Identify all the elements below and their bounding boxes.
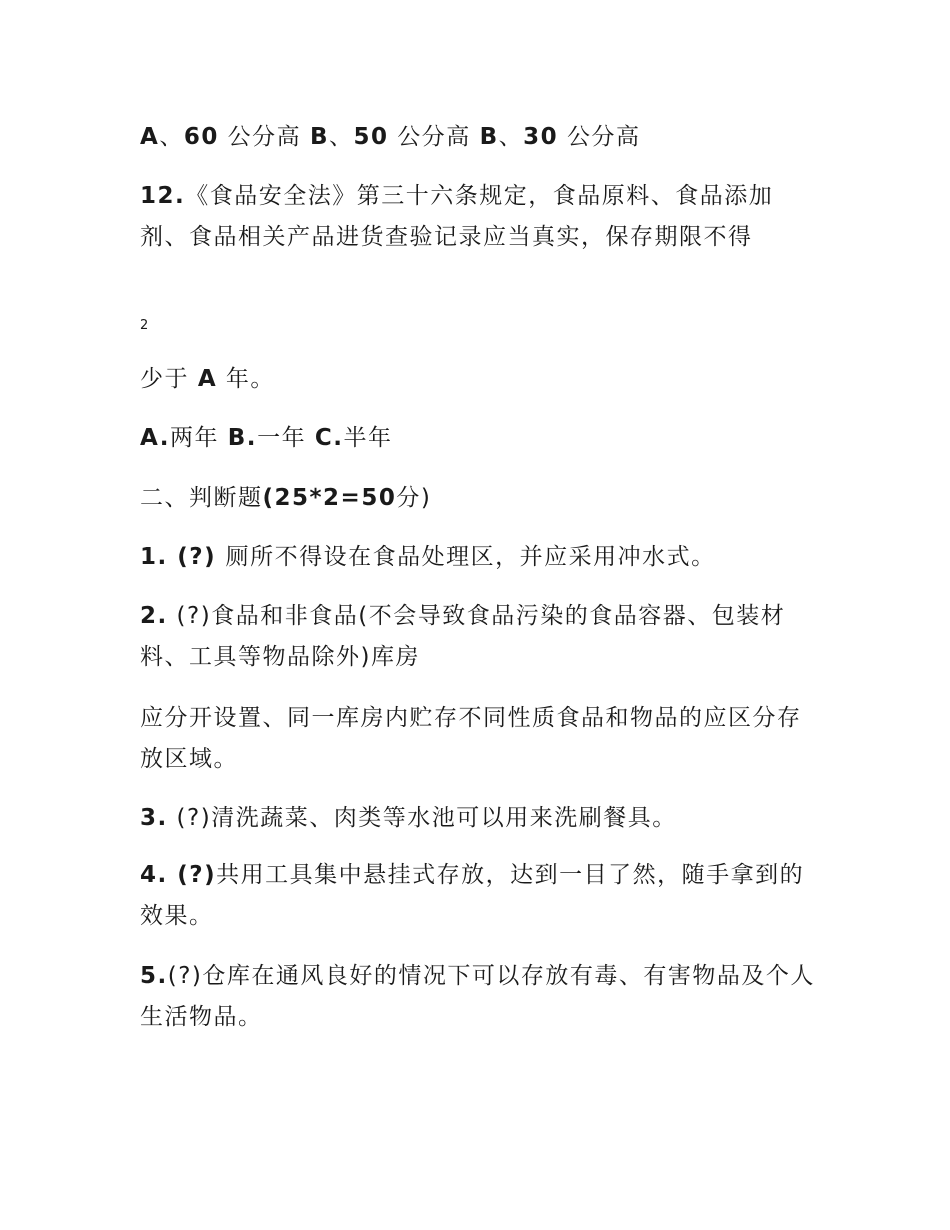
question-12-continuation [140, 359, 820, 400]
judgement-4-text: 共用工具集中悬挂式存放，达到一目了然，随手拿到的效果。 [140, 862, 805, 929]
option-b1-label: B [309, 124, 329, 150]
option-a-number: 60 [183, 124, 219, 150]
option-a-label: A. [140, 425, 170, 451]
question-12 [140, 176, 820, 258]
judgement-4-number: 4. [140, 862, 168, 888]
continuation-pre: 少于 [140, 366, 198, 392]
section-heading [140, 478, 820, 519]
judgement-1 [140, 537, 820, 578]
option-a-sep: 、 [159, 124, 184, 150]
section-score: (25*2=50 [262, 485, 397, 511]
continuation-post: 年。 [217, 366, 275, 392]
option-c-label: C. [314, 425, 344, 451]
judgement-2-text: 食品和非食品(不会导致食品污染的食品容器、包装材料、工具等物品除外)库房 [140, 603, 786, 670]
option-b2-label: B [479, 124, 499, 150]
option-a-label: A [140, 124, 160, 150]
section-title: 二、判断题 [140, 485, 263, 511]
option-b1-sep: 、 [328, 124, 354, 150]
judgement-3-number: 3. [140, 805, 168, 831]
judgement-2-continuation-text: 应分开设置、同一库房内贮存不同性质食品和物品的应区分存放区域。 [140, 705, 802, 772]
option-b-text: 一年 [257, 425, 315, 451]
answer-letter: A [197, 366, 218, 392]
option-b-label: B. [227, 425, 258, 451]
option-b1-number: 50 [353, 124, 389, 150]
q11-options-line [140, 117, 820, 158]
judgement-1-text: 厕所不得设在食品处理区，并应采用冲水式。 [225, 544, 716, 570]
judgement-4 [140, 855, 820, 937]
page-number: 2 [140, 318, 149, 333]
question-12-text: 《食品安全法》第三十六条规定，食品原料、食品添加剂、食品相关产品进货查验记录应当真实，保存期限不得 [140, 183, 774, 250]
option-b2-sep: 、 [498, 124, 524, 150]
option-a-text: 两年 [169, 425, 228, 451]
option-b1-text: 公分高 [388, 124, 480, 150]
judgement-5-number: 5. [140, 963, 168, 989]
section-score-unit: 分) [396, 485, 432, 511]
option-b2-number: 30 [523, 124, 559, 150]
judgement-2-number: 2. [140, 603, 168, 629]
judgement-5-text: 仓库在通风良好的情况下可以存放有毒、有害物品及个人生活物品。 [140, 963, 815, 1030]
q12-options-line [140, 418, 820, 459]
judgement-1-mark: (?) [167, 544, 226, 570]
judgement-3 [140, 798, 820, 839]
judgement-4-mark: (?) [167, 862, 217, 888]
option-b2-text: 公分高 [558, 124, 641, 150]
judgement-5 [140, 956, 820, 1038]
question-12-number: 12. [140, 183, 186, 209]
judgement-2-mark: (?) [167, 603, 212, 629]
judgement-3-text: 清洗蔬菜、肉类等水池可以用来洗刷餐具。 [211, 805, 677, 831]
judgement-2-continuation [140, 698, 820, 780]
option-c-text: 半年 [343, 425, 393, 451]
judgement-3-mark: (?) [167, 805, 212, 831]
judgement-5-mark: (?) [167, 963, 203, 989]
option-a-text: 公分高 [218, 124, 310, 150]
judgement-2 [140, 596, 820, 678]
judgement-1-number: 1. [140, 544, 168, 570]
